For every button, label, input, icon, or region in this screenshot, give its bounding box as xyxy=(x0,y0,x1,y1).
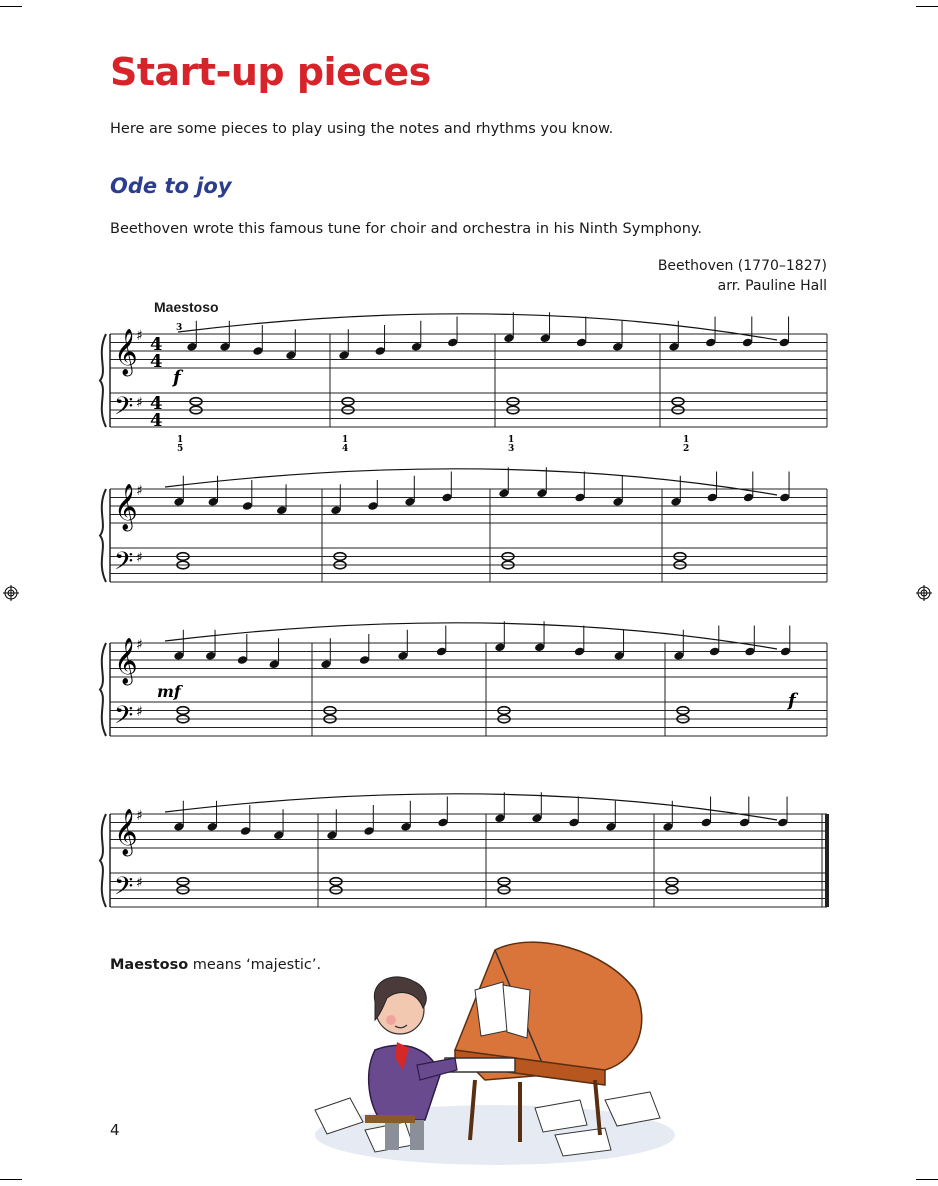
time-signature: 4 xyxy=(150,334,163,355)
key-signature-sharp: ♯ xyxy=(136,328,143,344)
phrase-slur xyxy=(165,623,777,649)
finger-number: 1 xyxy=(508,435,515,445)
brace xyxy=(100,334,106,427)
finger-number: 3 xyxy=(176,323,183,333)
phrase-slur xyxy=(165,794,777,820)
finger-number: 5 xyxy=(177,444,184,454)
treble-clef: 𝄞 xyxy=(114,329,138,375)
key-signature-sharp: ♯ xyxy=(136,704,143,720)
bass-clef: 𝄢 xyxy=(114,392,134,427)
finger-number: 4 xyxy=(342,444,349,454)
dynamic-marking: f xyxy=(173,367,181,388)
finger-number: 1 xyxy=(177,435,184,445)
dynamic-marking: mf xyxy=(157,682,181,701)
key-signature-sharp: ♯ xyxy=(136,875,143,891)
glossary-term: Maestoso xyxy=(110,957,189,973)
key-signature-sharp: ♯ xyxy=(136,637,143,653)
score-text xyxy=(157,323,799,711)
composer-name: Beethoven (1770–1827) xyxy=(657,258,827,274)
glossary-definition: means ‘majestic’. xyxy=(188,957,322,973)
phrase-slur xyxy=(178,314,777,340)
bass-clef: 𝄢 xyxy=(114,872,134,907)
key-signature-sharp: ♯ xyxy=(136,550,143,566)
key-signature-sharp: ♯ xyxy=(136,808,143,824)
tempo-marking: Maestoso xyxy=(154,299,219,315)
finger-number: 2 xyxy=(683,444,690,454)
finger-number: 1 xyxy=(683,435,690,445)
brace xyxy=(100,643,106,736)
piece-description: Beethoven wrote this famous tune for choir and orchestra in his Ninth Symphony. xyxy=(110,221,703,237)
glossary-note xyxy=(110,957,321,973)
music-stand-sheets xyxy=(475,982,530,1038)
intro-text: Here are some pieces to play using the notes and rhythms you know. xyxy=(110,121,614,137)
finger-number: 1 xyxy=(342,435,349,445)
page-title: Start-up pieces xyxy=(110,50,431,94)
beethoven-piano-illustration xyxy=(305,930,685,1170)
dynamic-marking: f xyxy=(788,690,796,711)
key-signature-sharp: ♯ xyxy=(136,395,143,411)
bass-clef: 𝄢 xyxy=(114,547,134,582)
finger-number: 3 xyxy=(508,444,515,454)
time-signature: 4 xyxy=(150,393,163,414)
page-number: 4 xyxy=(110,1121,120,1139)
key-signature-sharp: ♯ xyxy=(136,483,143,499)
brace xyxy=(100,814,106,907)
phrase-slur xyxy=(165,469,777,495)
score-systems xyxy=(100,312,827,907)
brace xyxy=(100,489,106,582)
piece-title: Ode to joy xyxy=(110,174,232,198)
treble-clef: 𝄞 xyxy=(114,484,138,530)
bass-clef: 𝄢 xyxy=(114,701,134,736)
treble-clef: 𝄞 xyxy=(114,638,138,684)
time-signature: 4 xyxy=(150,351,163,372)
time-signature: 4 xyxy=(150,410,163,431)
treble-clef: 𝄞 xyxy=(114,809,138,855)
arranger-name: arr. Pauline Hall xyxy=(717,278,827,294)
